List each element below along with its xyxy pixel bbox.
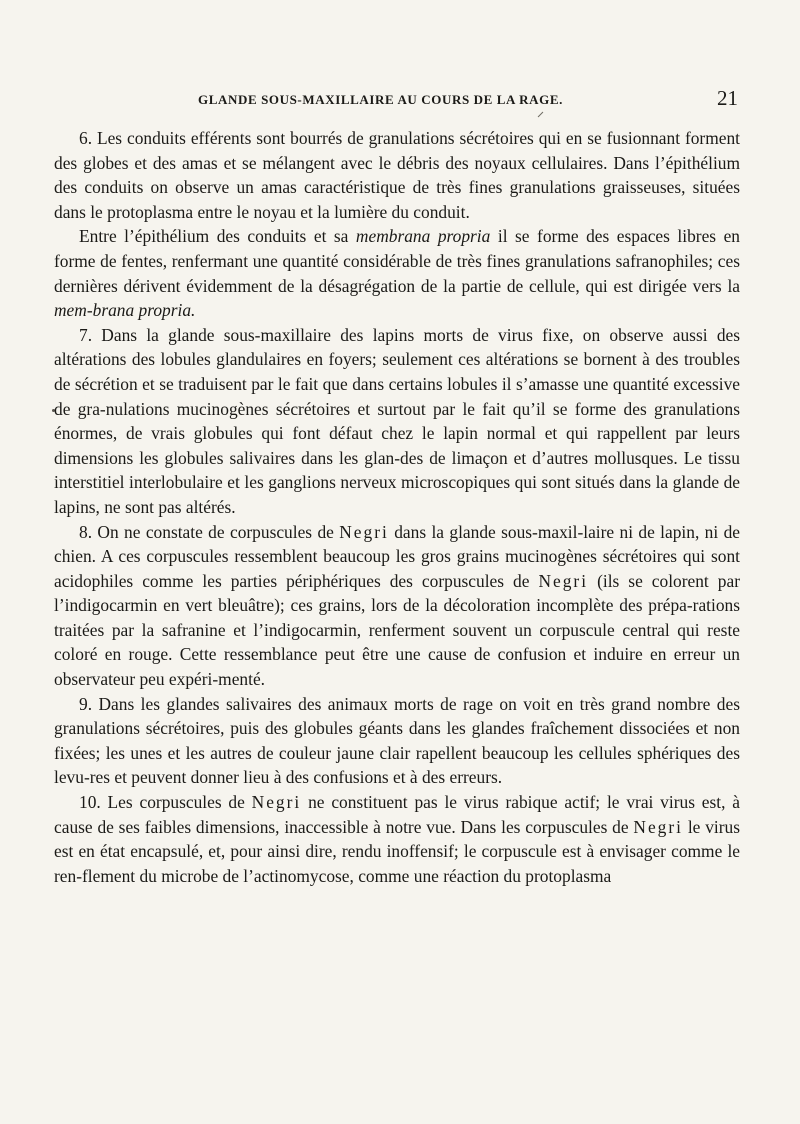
latin-term: mem-brana propria.	[54, 300, 196, 321]
text-span: il se forme des espaces libres en forme de fentes, renfermant une quantité considérable de très fines granulations safranophiles; ces dernières dérivent évidemment de la désagrégation de la partie de cellule, qui est dirigée vers la	[54, 226, 740, 296]
paragraph-7: 7. Dans la glande sous-maxillaire des lapins morts de virus fixe, on observe aussi des altérations des lobules glandulaires en foyers; seulement ces altérations se bornent à des troubles de sécrétion et se traduisent par le fait que dans certains lobules il s’amasse une quantité excessive de gra-nulations mucinogènes sécrétoires et surtout par le fait qu’il se forme des granulations énormes, de vrais globules qui font défaut chez le lapin normal et qui rappellent par leurs dimensions les globules salivaires dans les glan-des de limaçon et d’autres mollusques. Le tissu interstitiel interlobulaire et les ganglions nerveux microscopiques qui sont situés dans la glande de lapins, ne sont pas altérés.	[54, 324, 740, 517]
paragraph-9: 9. Dans les glandes salivaires des animaux morts de rage on voit en très grand nombre des granulations sécrétoires, puis des globules géants dans les glandes fraîchement dissociées et non fixées; les unes et les autres de couleur jaune clair rapellent beaucoup les cellules sphériques des levu-res et peuvent donner lieu à des confusions et à des erreurs.	[54, 693, 740, 788]
paragraph-6-continued	[54, 224, 740, 322]
author-name: Negri	[538, 570, 589, 591]
running-header	[58, 86, 738, 112]
text-span: (ils se colorent par l’indigocarmin en vert bleuâtre); ces grains, lors de la décoloration incomplète des prépa-rations traitées par la safranine et l’indigocarmin, renferment souvent un corpuscule central qui reste coloré en rouge. Cette ressemblance peut être une cause de confusion et induire en erreur un observateur peu expéri-menté.	[54, 570, 740, 690]
pencil-mark	[538, 112, 544, 118]
text-span: ne constituent pas le virus rabique actif; le vrai virus est, à cause de ses faibles dimensions, inaccessible à notre vue. Dans les corpuscules de	[54, 792, 740, 837]
text-span: le virus est en état encapsulé, et, pour ainsi dire, rendu inoffensif; le corpuscule est à envisager comme le ren-flement du microbe de l’actinomycose, comme une réaction du protoplasma	[54, 816, 740, 886]
author-name: Negri	[251, 792, 302, 813]
paragraph-6: 6. Les conduits efférents sont bourrés de granulations sécrétoires qui en se fusionnant forment des globes et des amas et se mélangent avec le débris des noyaux cellulaires. Dans l’épithélium des conduits on observe un amas caractéristique de très fines granulations graisseuses, situées dans le protoplasma entre le noyau et la lumière du conduit.	[54, 128, 740, 222]
running-title: GLANDE SOUS-MAXILLAIRE AU COURS DE LA RAGE.	[198, 92, 563, 107]
text-span: 8. On ne constate de corpuscules de	[79, 521, 340, 542]
page-number: 21	[717, 86, 738, 110]
author-name: Negri	[633, 816, 684, 837]
text-span: 10. Les corpuscules de	[79, 792, 252, 813]
author-name: Negri	[339, 521, 389, 542]
paragraph-8	[54, 520, 740, 692]
latin-term: membrana propria	[355, 226, 491, 247]
text-span: dans la glande sous-maxil-laire ni de lapin, ni de chien. A ces corpuscules ressemblent beaucoup les gros grains mucinogènes sécrétoires qui sont acidophiles comme les parties périphériques des corpuscules de	[54, 521, 740, 591]
paragraph-10	[54, 790, 740, 888]
body-text	[54, 126, 740, 888]
text-span: Entre l’épithélium des conduits et sa	[79, 226, 356, 247]
